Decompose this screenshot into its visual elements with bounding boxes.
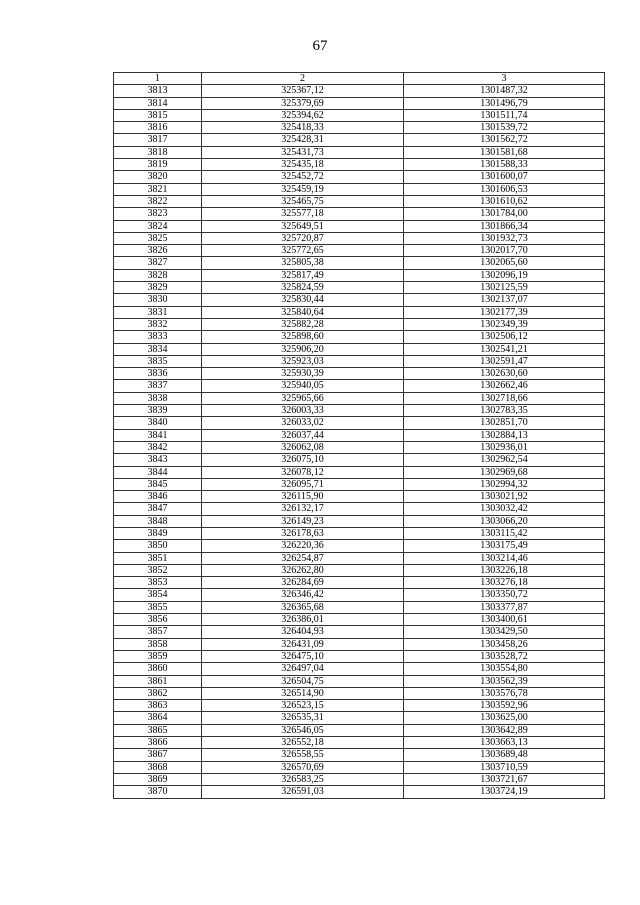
- x-coordinate-cell: 325840,64: [202, 306, 404, 318]
- y-coordinate-cell: 1303226,18: [404, 564, 605, 576]
- x-coordinate-cell: 326591,03: [202, 786, 404, 798]
- x-coordinate-cell: 325923,03: [202, 355, 404, 367]
- x-coordinate-cell: 326504,75: [202, 675, 404, 687]
- table-row: [114, 626, 605, 638]
- y-coordinate-cell: 1303576,78: [404, 687, 605, 699]
- table-row: [114, 638, 605, 650]
- table-row: [114, 109, 605, 121]
- y-coordinate-cell: 1302851,70: [404, 417, 605, 429]
- table-row: [114, 269, 605, 281]
- point-number-cell: 3846: [114, 491, 202, 503]
- table-row: [114, 331, 605, 343]
- y-coordinate-cell: 1303528,72: [404, 650, 605, 662]
- y-coordinate-cell: 1301784,00: [404, 208, 605, 220]
- y-coordinate-cell: 1302349,39: [404, 318, 605, 330]
- table-row: [114, 368, 605, 380]
- point-number-cell: 3854: [114, 589, 202, 601]
- point-number-cell: 3869: [114, 773, 202, 785]
- point-number-cell: 3830: [114, 294, 202, 306]
- point-number-cell: 3826: [114, 245, 202, 257]
- y-coordinate-cell: 1302177,39: [404, 306, 605, 318]
- table-row: [114, 577, 605, 589]
- point-number-cell: 3828: [114, 269, 202, 281]
- y-coordinate-cell: 1302541,21: [404, 343, 605, 355]
- x-coordinate-cell: 326220,36: [202, 540, 404, 552]
- point-number-cell: 3833: [114, 331, 202, 343]
- y-coordinate-cell: 1301606,53: [404, 183, 605, 195]
- y-coordinate-cell: 1301866,34: [404, 220, 605, 232]
- point-number-cell: 3841: [114, 429, 202, 441]
- point-number-cell: 3863: [114, 700, 202, 712]
- x-coordinate-cell: 325817,49: [202, 269, 404, 281]
- table-row: [114, 429, 605, 441]
- x-coordinate-cell: 326003,33: [202, 405, 404, 417]
- x-coordinate-cell: 325720,87: [202, 232, 404, 244]
- column-header-3: 3: [404, 73, 605, 85]
- x-coordinate-cell: 325824,59: [202, 282, 404, 294]
- point-number-cell: 3864: [114, 712, 202, 724]
- point-number-cell: 3817: [114, 134, 202, 146]
- table-row: [114, 134, 605, 146]
- point-number-cell: 3814: [114, 97, 202, 109]
- x-coordinate-cell: 325930,39: [202, 368, 404, 380]
- x-coordinate-cell: 326033,02: [202, 417, 404, 429]
- point-number-cell: 3824: [114, 220, 202, 232]
- y-coordinate-cell: 1303710,59: [404, 761, 605, 773]
- point-number-cell: 3858: [114, 638, 202, 650]
- table-row: [114, 85, 605, 97]
- point-number-cell: 3838: [114, 392, 202, 404]
- table-row: [114, 282, 605, 294]
- y-coordinate-cell: 1303021,92: [404, 491, 605, 503]
- table-row: [114, 245, 605, 257]
- table-row: [114, 527, 605, 539]
- table-row: [114, 294, 605, 306]
- x-coordinate-cell: 325906,20: [202, 343, 404, 355]
- point-number-cell: 3845: [114, 478, 202, 490]
- point-number-cell: 3820: [114, 171, 202, 183]
- table-row: [114, 405, 605, 417]
- x-coordinate-cell: 326546,05: [202, 724, 404, 736]
- table-row: [114, 122, 605, 134]
- table-row: [114, 306, 605, 318]
- table-row: [114, 220, 605, 232]
- x-coordinate-cell: 326558,55: [202, 749, 404, 761]
- point-number-cell: 3831: [114, 306, 202, 318]
- table-row: [114, 97, 605, 109]
- y-coordinate-cell: 1301496,79: [404, 97, 605, 109]
- table-row: [114, 491, 605, 503]
- column-header-1: 1: [114, 73, 202, 85]
- y-coordinate-cell: 1302017,70: [404, 245, 605, 257]
- table-header: [114, 73, 605, 85]
- y-coordinate-cell: 1302137,07: [404, 294, 605, 306]
- x-coordinate-cell: 326149,23: [202, 515, 404, 527]
- table-row: [114, 601, 605, 613]
- page-number: 67: [312, 38, 328, 54]
- x-coordinate-cell: 326115,90: [202, 491, 404, 503]
- x-coordinate-cell: 326497,04: [202, 663, 404, 675]
- point-number-cell: 3849: [114, 527, 202, 539]
- table-row: [114, 343, 605, 355]
- x-coordinate-cell: 325649,51: [202, 220, 404, 232]
- x-coordinate-cell: 326386,01: [202, 614, 404, 626]
- point-number-cell: 3840: [114, 417, 202, 429]
- x-coordinate-cell: 326037,44: [202, 429, 404, 441]
- x-coordinate-cell: 326178,63: [202, 527, 404, 539]
- y-coordinate-cell: 1302096,19: [404, 269, 605, 281]
- point-number-cell: 3850: [114, 540, 202, 552]
- table-row: [114, 589, 605, 601]
- point-number-cell: 3866: [114, 737, 202, 749]
- x-coordinate-cell: 325367,12: [202, 85, 404, 97]
- y-coordinate-cell: 1303175,49: [404, 540, 605, 552]
- table-row: [114, 761, 605, 773]
- point-number-cell: 3835: [114, 355, 202, 367]
- x-coordinate-cell: 325772,65: [202, 245, 404, 257]
- x-coordinate-cell: 326552,18: [202, 737, 404, 749]
- table-row: [114, 749, 605, 761]
- y-coordinate-cell: 1303429,50: [404, 626, 605, 638]
- y-coordinate-cell: 1302969,68: [404, 466, 605, 478]
- point-number-cell: 3829: [114, 282, 202, 294]
- x-coordinate-cell: 325577,18: [202, 208, 404, 220]
- table-row: [114, 540, 605, 552]
- table-row: [114, 503, 605, 515]
- table-row: [114, 687, 605, 699]
- x-coordinate-cell: 326095,71: [202, 478, 404, 490]
- table-row: [114, 392, 605, 404]
- y-coordinate-cell: 1303642,89: [404, 724, 605, 736]
- y-coordinate-cell: 1302630,60: [404, 368, 605, 380]
- y-coordinate-cell: 1302662,46: [404, 380, 605, 392]
- table-row: [114, 712, 605, 724]
- x-coordinate-cell: 325418,33: [202, 122, 404, 134]
- point-number-cell: 3822: [114, 195, 202, 207]
- y-coordinate-cell: 1303400,61: [404, 614, 605, 626]
- x-coordinate-cell: 325965,66: [202, 392, 404, 404]
- column-header-2: 2: [202, 73, 404, 85]
- x-coordinate-cell: 325465,75: [202, 195, 404, 207]
- point-number-cell: 3862: [114, 687, 202, 699]
- y-coordinate-cell: 1303554,80: [404, 663, 605, 675]
- header-row: [114, 73, 605, 85]
- y-coordinate-cell: 1303625,00: [404, 712, 605, 724]
- table-row: [114, 257, 605, 269]
- y-coordinate-cell: 1301562,72: [404, 134, 605, 146]
- point-number-cell: 3868: [114, 761, 202, 773]
- point-number-cell: 3825: [114, 232, 202, 244]
- x-coordinate-cell: 326431,09: [202, 638, 404, 650]
- y-coordinate-cell: 1301581,68: [404, 146, 605, 158]
- y-coordinate-cell: 1303032,42: [404, 503, 605, 515]
- y-coordinate-cell: 1303721,67: [404, 773, 605, 785]
- x-coordinate-cell: 326075,10: [202, 454, 404, 466]
- point-number-cell: 3870: [114, 786, 202, 798]
- table-row: [114, 724, 605, 736]
- point-number-cell: 3857: [114, 626, 202, 638]
- point-number-cell: 3855: [114, 601, 202, 613]
- table-row: [114, 700, 605, 712]
- table-row: [114, 773, 605, 785]
- table-row: [114, 232, 605, 244]
- y-coordinate-cell: 1303592,96: [404, 700, 605, 712]
- point-number-cell: 3847: [114, 503, 202, 515]
- x-coordinate-cell: 326404,93: [202, 626, 404, 638]
- y-coordinate-cell: 1302884,13: [404, 429, 605, 441]
- table-row: [114, 614, 605, 626]
- x-coordinate-cell: 325394,62: [202, 109, 404, 121]
- x-coordinate-cell: 325898,60: [202, 331, 404, 343]
- table-row: [114, 786, 605, 798]
- x-coordinate-cell: 326514,90: [202, 687, 404, 699]
- point-number-cell: 3859: [114, 650, 202, 662]
- y-coordinate-cell: 1303115,42: [404, 527, 605, 539]
- x-coordinate-cell: 326535,31: [202, 712, 404, 724]
- y-coordinate-cell: 1301539,72: [404, 122, 605, 134]
- point-number-cell: 3827: [114, 257, 202, 269]
- point-number-cell: 3813: [114, 85, 202, 97]
- x-coordinate-cell: 326523,15: [202, 700, 404, 712]
- y-coordinate-cell: 1301487,32: [404, 85, 605, 97]
- point-number-cell: 3834: [114, 343, 202, 355]
- y-coordinate-cell: 1302506,12: [404, 331, 605, 343]
- x-coordinate-cell: 325428,31: [202, 134, 404, 146]
- y-coordinate-cell: 1303689,48: [404, 749, 605, 761]
- table-row: [114, 171, 605, 183]
- y-coordinate-cell: 1303350,72: [404, 589, 605, 601]
- table-row: [114, 318, 605, 330]
- x-coordinate-cell: 325379,69: [202, 97, 404, 109]
- point-number-cell: 3836: [114, 368, 202, 380]
- y-coordinate-cell: 1303562,39: [404, 675, 605, 687]
- table-body: [114, 85, 605, 798]
- point-number-cell: 3853: [114, 577, 202, 589]
- x-coordinate-cell: 326132,17: [202, 503, 404, 515]
- y-coordinate-cell: 1303458,26: [404, 638, 605, 650]
- point-number-cell: 3860: [114, 663, 202, 675]
- table-row: [114, 552, 605, 564]
- x-coordinate-cell: 325805,38: [202, 257, 404, 269]
- y-coordinate-cell: 1303377,87: [404, 601, 605, 613]
- y-coordinate-cell: 1303663,13: [404, 737, 605, 749]
- point-number-cell: 3844: [114, 466, 202, 478]
- table-row: [114, 195, 605, 207]
- x-coordinate-cell: 325452,72: [202, 171, 404, 183]
- y-coordinate-cell: 1301511,74: [404, 109, 605, 121]
- table-row: [114, 355, 605, 367]
- x-coordinate-cell: 326365,68: [202, 601, 404, 613]
- table-row: [114, 515, 605, 527]
- coordinates-table: [113, 72, 605, 799]
- y-coordinate-cell: 1302718,66: [404, 392, 605, 404]
- table-row: [114, 417, 605, 429]
- point-number-cell: 3842: [114, 441, 202, 453]
- table-row: [114, 650, 605, 662]
- x-coordinate-cell: 325830,44: [202, 294, 404, 306]
- y-coordinate-cell: 1303276,18: [404, 577, 605, 589]
- table-row: [114, 441, 605, 453]
- x-coordinate-cell: 326475,10: [202, 650, 404, 662]
- point-number-cell: 3832: [114, 318, 202, 330]
- y-coordinate-cell: 1301932,73: [404, 232, 605, 244]
- point-number-cell: 3848: [114, 515, 202, 527]
- table-row: [114, 146, 605, 158]
- y-coordinate-cell: 1302125,59: [404, 282, 605, 294]
- point-number-cell: 3819: [114, 159, 202, 171]
- point-number-cell: 3851: [114, 552, 202, 564]
- y-coordinate-cell: 1302936,01: [404, 441, 605, 453]
- table-row: [114, 380, 605, 392]
- y-coordinate-cell: 1301600,07: [404, 171, 605, 183]
- x-coordinate-cell: 326062,08: [202, 441, 404, 453]
- x-coordinate-cell: 325459,19: [202, 183, 404, 195]
- table-row: [114, 159, 605, 171]
- table-row: [114, 564, 605, 576]
- point-number-cell: 3839: [114, 405, 202, 417]
- point-number-cell: 3821: [114, 183, 202, 195]
- y-coordinate-cell: 1302065,60: [404, 257, 605, 269]
- y-coordinate-cell: 1302591,47: [404, 355, 605, 367]
- x-coordinate-cell: 326078,12: [202, 466, 404, 478]
- point-number-cell: 3861: [114, 675, 202, 687]
- x-coordinate-cell: 326583,25: [202, 773, 404, 785]
- x-coordinate-cell: 325431,73: [202, 146, 404, 158]
- table-row: [114, 663, 605, 675]
- point-number-cell: 3815: [114, 109, 202, 121]
- x-coordinate-cell: 326570,69: [202, 761, 404, 773]
- y-coordinate-cell: 1301610,62: [404, 195, 605, 207]
- x-coordinate-cell: 325435,18: [202, 159, 404, 171]
- point-number-cell: 3867: [114, 749, 202, 761]
- table-row: [114, 675, 605, 687]
- y-coordinate-cell: 1301588,33: [404, 159, 605, 171]
- point-number-cell: 3852: [114, 564, 202, 576]
- x-coordinate-cell: 326346,42: [202, 589, 404, 601]
- y-coordinate-cell: 1303066,20: [404, 515, 605, 527]
- point-number-cell: 3865: [114, 724, 202, 736]
- x-coordinate-cell: 326284,69: [202, 577, 404, 589]
- x-coordinate-cell: 326254,87: [202, 552, 404, 564]
- table-row: [114, 737, 605, 749]
- table-row: [114, 466, 605, 478]
- table-row: [114, 478, 605, 490]
- y-coordinate-cell: 1302783,35: [404, 405, 605, 417]
- point-number-cell: 3816: [114, 122, 202, 134]
- y-coordinate-cell: 1302994,32: [404, 478, 605, 490]
- point-number-cell: 3837: [114, 380, 202, 392]
- table-row: [114, 454, 605, 466]
- point-number-cell: 3856: [114, 614, 202, 626]
- y-coordinate-cell: 1302962,54: [404, 454, 605, 466]
- point-number-cell: 3823: [114, 208, 202, 220]
- y-coordinate-cell: 1303724,19: [404, 786, 605, 798]
- table-row: [114, 183, 605, 195]
- point-number-cell: 3843: [114, 454, 202, 466]
- y-coordinate-cell: 1303214,46: [404, 552, 605, 564]
- point-number-cell: 3818: [114, 146, 202, 158]
- table-row: [114, 208, 605, 220]
- x-coordinate-cell: 325882,28: [202, 318, 404, 330]
- x-coordinate-cell: 326262,80: [202, 564, 404, 576]
- x-coordinate-cell: 325940,05: [202, 380, 404, 392]
